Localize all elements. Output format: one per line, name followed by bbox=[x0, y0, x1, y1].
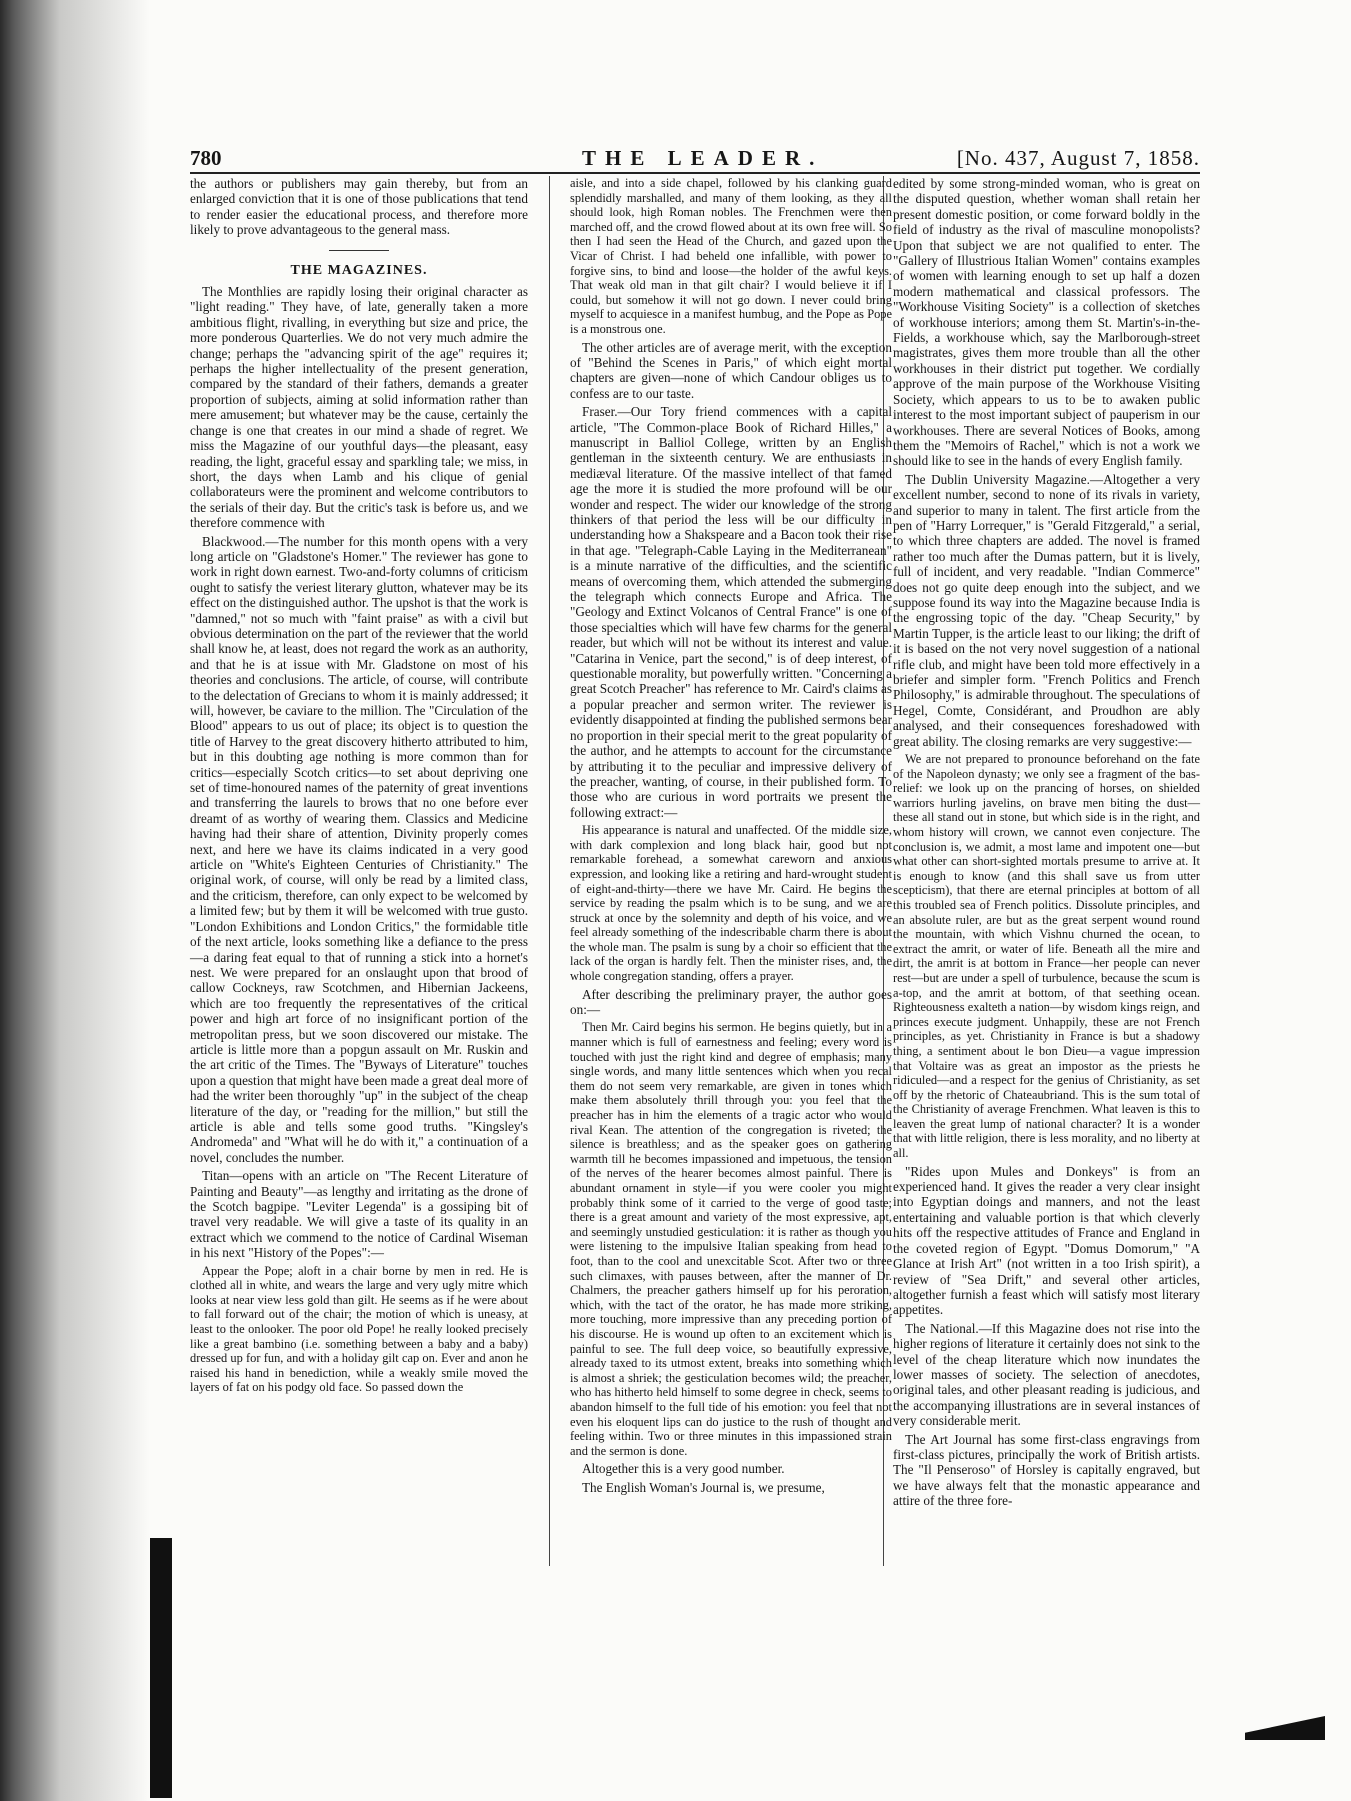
paragraph-blackwood: Blackwood.—The number for this month opens with a very long article on "Gladstone's Homer." The reviewer has gone to work in right down earnest. Two-and-forty columns of criticism ought to satisfy the veriest literary glutton, whatever may be its effect on the distinguished author. The upshot is that the work is "damned," not so much with "faint praise" as with a civil but obvious determination on the part of the reviewer that the world shall know he, at least, does not regard the work as an authority, and that he is at issue with Mr. Gladstone on most of his theories and conclusions. The article, of course, will contribute to the delectation of Grecians to whom it is mainly addressed; it will, however, be caviare to the million. The "Circulation of the Blood" appears to us out of place; its object is to question the title of Harvey to the great discovery hitherto attributed to him, but in this doubting age nothing is more common than for critics—especially Scotch critics—to set about depriving one set of time-honoured names of the paternity of great inventions and transferring the laurels to brows that no one before ever dreamt of as worthy of wearing them. Classics and Medicine having had their share of attention, Divinity properly comes next, and here we have its claims indicated in a very good article on "White's Eighteen Centuries of Christianity." The original work, of course, will only be read by a limited class, and the criticism, therefore, can only expect to be welcomed by a limited few; but by them it will be welcomed with true gusto. "London Exhibitions and London Critics," the formidable title of the next article, looks something like a defiance to the press—a daring feat equal to that of running a stick into a hornet's nest. We were prepared for an onslaught upon that brood of callow Cockneys, raw Scotchmen, and Hibernian Jackeens, which are too frequently the representatives of the critical power and high art force of no insignificant portion of the metropolitan press, but we soon discovered our mistake. The article is little more than a popgun assault on Mr. Ruskin and the art critic of the Times. The "Byways of Literature" touches upon a question that might have been made a great deal more of had the writer been thoroughly "up" in the subject of the cheap literature of the day, or "reading for the million," but still the article is able and tells some good truths. "Kingsley's Andromeda" and "What will he do with it," a continuation of a novel, concludes the number. bbox=[190, 533, 528, 1165]
column-divider bbox=[549, 176, 550, 1566]
paragraph: edited by some strong-minded woman, who is great on the disputed question, whether woman shall retain her present domestic position, or come forward boldly in the field of industry as the rival of masculine monopolists? Upon that subject we are not qualified to enter. The "Gallery of Illustrious Italian Women" contains examples of women with learning enough to set up half a dozen modern mathematical and classical professors. The "Workhouse Visiting Society" is a collection of sketches of workhouse interiors; among them St. Martin's-in-the-Fields, a workhouse which, say the Marlborough-street magistrates, gives them more trouble than all the other workhouses in their district put together. We cordially approve of the main purpose of the Workhouse Visiting Society, which appears to us to be to awaken public interest to the most important subject of pauperism in our workhouses. There are several Notices of Books, among them the "Memoirs of Rachel," which is not a work we should like to see in the hands of every English family. bbox=[893, 176, 1200, 469]
paragraph-titan: Titan—opens with an article on "The Recent Literature of Painting and Beauty"—as lengthy and irritating as the drone of the Scotch bagpipe. "Leviter Legenda" is a gossiping bit of travel very readable. We will give a taste of its quality in an extract which we commend to the notice of Cardinal Wiseman in his next "History of the Popes":— bbox=[190, 1168, 528, 1261]
paragraph: The other articles are of average merit, with the exception of "Behind the Scenes in Paris," of which eight mortal chapters are given—none of which Candour obliges us to confess are to our taste. bbox=[570, 339, 892, 401]
extract-quote: His appearance is natural and unaffected. Of the middle size, with dark complexion and long black hair, good but not remarkable forehead, a somewhat careworn and anxious expression, and looking like a retiring and hard-wrought student of eight-and-thirty—there we have Mr. Caird. He begins the service by reading the psalm which is to be sung, and we are struck at once by the solemnity and depth of his voice, and we feel already something of the indescribable charm there is about the whole man. The psalm is sung by a choir so efficient that the lack of the organ is hardly felt. Then the minister rises, and, the whole congregation standing, offers a prayer. bbox=[570, 823, 892, 984]
paragraph: "Rides upon Mules and Donkeys" is from an experienced hand. It gives the reader a very clear insight into Egyptian doings and manners, and not the least entertaining and valuable portion is that which cleverly hits off the respective attitudes of France and England in the coveted region of Egypt. "Domus Domorum," "A Glance at Irish Art" (not written in a too Irish spirit), a review of "Sea Drift," and several other articles, altogether furnish a feast which will satisfy most literary appetites. bbox=[893, 1163, 1200, 1318]
extract-quote: Appear the Pope; aloft in a chair borne by men in red. He is clothed all in white, and wears the large and very ugly mitre which looks at near view less gold than gilt. He seems as if he were about to fall forward out of the chair; the motion of which is uneasy, at least to the onlooker. The poor old Pope! he really looked precisely like a great bambino (i.e. something between a baby and a baby) dressed up for fun, and with a holiday gilt cap on. Ever and anon he raised his hand in benediction, while a weakly smile moved the layers of fat on his podgy old face. So passed down the bbox=[190, 1263, 528, 1395]
extract-quote: We are not prepared to pronounce beforehand on the fate of the Napoleon dynasty; we only see a fragment of the bas-relief: we look up on the prancing of horses, on shielded warriors hurling javelins, on brave men biting the dust—these all stand out in stone, but which side is in the right, and whom history will crown, we cannot even conjecture. The conclusion is, we admit, a most lame and impotent one—but what other can short-sighted mortals presume to arrive at. It is enough to know (and this shall save us from utter scepticism), that there are eternal principles at bottom of all this troubled sea of French politics. Dissolute principles, and an absolute ruler, are but as the great serpent wound round the mountain, with which Vishnu churned the ocean, to extract the amrit, or water of life. Beneath all the mire and dirt, the amrit is at bottom in France—her people can never rest—but are under a spell of turbulence, because the scum is a-top, and the amrit at bottom, of that seething ocean. Righteousness exalteth a nation—by wisdom kings reign, and princes execute judgment. Unhappily, these are not French principles, as yet. Christianity in France is but a shadowy thing, a sentiment about le bon Dieu—a vague impression that Voltaire was as great an impostor as the priests he ridiculed—and a respect for the genius of Christianity, as set off by the rhetoric of Chateaubriand. This is the sum total of the Christianity of average Frenchmen. What leaven is this to leaven the great lump of national character? It is a wonder that with little religion, there is less morality, and no liberty at all. bbox=[893, 752, 1200, 1161]
column-1 bbox=[190, 176, 528, 1398]
paragraph-art-journal: The Art Journal has some first-class engravings from first-class pictures, principally the work of British artists. The "Il Penseroso" of Horsley is capitally engraved, but we have always felt that the monastic appearance and attire of the three fore- bbox=[893, 1431, 1200, 1509]
header-rule bbox=[190, 172, 1200, 174]
paragraph-dublin: The Dublin University Magazine.—Altogether a very excellent number, second to none of its rivals in variety, and superior to many in talent. The first article from the pen of "Harry Lorrequer," is "Gerald Fitzgerald," a serial, to which three chapters are added. The novel is framed rather too much after the Dumas pattern, but it is lively, full of incident, and very readable. "Indian Commerce" does not go quite deep enough into the subject, and we suppose found its way into the Magazine because India is the engrossing topic of the day. "Cheap Security," by Martin Tupper, is the article least to our liking; the drift of it is based on the not very novel suggestion of a national rifle club, and might have been told more effectively in a briefer and simpler form. "French Politics and French Philosophy," is admirable throughout. The speculations of Hegel, Comte, Considérant, and Proudhon are ably analysed, and their consequences foreshadowed with great ability. The closing remarks are very suggestive:— bbox=[893, 471, 1200, 749]
paragraph-national: The National.—If this Magazine does not rise into the higher regions of literature it certainly does not sink to the level of the cheap literature which now inundates the lower masses of society. The selection of anecdotes, original tales, and other pleasant reading is judicious, and the accompanying illustrations are in several instances of very considerable merit. bbox=[893, 1320, 1200, 1429]
masthead-title: THE LEADER. bbox=[582, 146, 824, 170]
scan-binding-shadow bbox=[0, 0, 150, 1801]
column-3 bbox=[893, 176, 1200, 1512]
section-heading: THE MAGAZINES. bbox=[290, 262, 428, 278]
scan-ink-blot bbox=[150, 1538, 172, 1798]
paragraph: the authors or publishers may gain thereby, but from an enlarged conviction that it is one of those publications that tend to render easier the educational process, and therefore more likely to prove advantageous to the general mass. bbox=[190, 176, 528, 238]
paragraph: The Monthlies are rapidly losing their original character as "light reading." They have, of late, generally taken a more ambitious flight, rivalling, in everything but size and price, the more ponderous Quarterlies. We do not very much admire the change; perhaps the "advancing spirit of the age" requires it; perhaps the higher intellectuality of the present generation, compared by the standard of their fathers, demands a greater proportion of subjects, aiming at solid information rather than mere amusement; but whatever may be the cause, certainly the change is one that creates in our mind a shade of regret. We miss the Magazine of our youthful days—the pleasant, easy reading, the light, graceful essay and sparkling tale; we miss, in short, the days when Lamb and his clique of genial collaborateurs were the prominent and welcome contributors to the serials of their day. But the critic's task is before us, and we therefore commence with bbox=[190, 284, 528, 531]
paragraph: After describing the preliminary prayer, the author goes on:— bbox=[570, 986, 892, 1018]
section-separator bbox=[329, 250, 389, 251]
scan-corner-mark bbox=[1245, 1716, 1325, 1740]
page-number: 780 bbox=[190, 146, 222, 170]
paragraph-english-womans-journal: The English Woman's Journal is, we presume, bbox=[582, 1479, 825, 1495]
column-2 bbox=[570, 176, 892, 1498]
paragraph: Altogether this is a very good number. bbox=[582, 1461, 785, 1477]
extract-quote: Then Mr. Caird begins his sermon. He begins quietly, but in a manner which is full of earnestness and feeling; every word is touched with just the right kind and degree of emphasis; many single words, and many little sentences which when you recal them do not seem very remarkable, are given in tones which make them absolutely thrill through you: you feel that the preacher has in him the elements of a tragic actor who would rival Kean. The attention of the congregation is riveted; the silence is breathless; and as the speaker goes on gathering warmth till he becomes impassioned and impetuous, the tension of the nerves of the hearer becomes almost painful. There is abundant ornament in style—if you were cooler you might probably think some of it carried to the verge of good taste; there is a great amount and variety of the most expressive, apt, and seemingly unstudied gesticulation: it is rather as though you were listening to the impulsive Italian speaking from head to foot, than to the cool and unexcitable Scot. After two or three such climaxes, with pauses between, after the manner of Dr. Chalmers, the preacher gathers himself up for his peroration, which, with the tact of the orator, he has made more striking, more touching, more impressive than any preceding portion of his discourse. He is wound up often to an excitement which is painful to see. The full deep voice, so beautifully expressive, already taxed to its utmost extent, breaks into something which is almost a shriek; the gesticulation becomes wild; the preacher, who has hitherto held himself to some degree in check, seems to abandon himself to the full tide of his emotion: you feel that not even his eloquent lips can do justice to the rush of thought and feeling within. Two or three minutes in this impassioned strain and the sermon is done. bbox=[570, 1020, 892, 1458]
extract-quote: aisle, and into a side chapel, followed by his clanking guard splendidly marshalled, and many of them looking, as they all should look, high Roman nobles. The Frenchmen were then marched off, and the crowd flowed about at its own free will. So then I had seen the Head of the Church, and gazed upon the Vicar of Christ. I had beheld one infallible, with power to forgive sins, to bind and loose—the holder of the awful keys. That weak old man in that gilt chair? I would believe it if I could, but somehow it will not go down. I never could bring myself to acquiesce in a manifest humbug, and the Pope as Pope is a monstrous one. bbox=[570, 176, 892, 336]
paragraph-fraser: Fraser.—Our Tory friend commences with a capital article, "The Common-place Book of Richard Hilles," a manuscript in Balliol College, written by an English gentleman in the sixteenth century. We are enthusiasts in mediæval literature. Of the massive intellect of that famed age the more it is studied the more profound will be our wonder and respect. The wider our knowledge of the strong thinkers of that period the less will be our difficulty in understanding how a Shakspeare and a Bacon took their rise in that age. "Telegraph-Cable Laying in the Mediterranean" is a minute narrative of the difficulties, and the scientific means of overcoming them, which attended the submerging the telegraph which connects Europe and Africa. The "Geology and Extinct Volcanos of Central France" is one of those specialties which will have few charms for the general reader, but which will not be without its interest and value. "Catarina in Venice, part the second," is of deep interest, of questionable morality, but powerfully written. "Concerning a great Scotch Preacher" has reference to Mr. Caird's claims as a popular preacher and sermon writer. The reviewer is evidently disappointed at finding the published sermons bear no proportion in their special merit to the great popularity of the author, and he attempts to account for the circumstance by attributing it to the peculiar and impressive delivery of the preacher, wanting, of course, in their published form. To those who are curious in word portraits we present the following extract:— bbox=[570, 404, 892, 820]
issue-date: [No. 437, August 7, 1858. bbox=[956, 146, 1200, 170]
